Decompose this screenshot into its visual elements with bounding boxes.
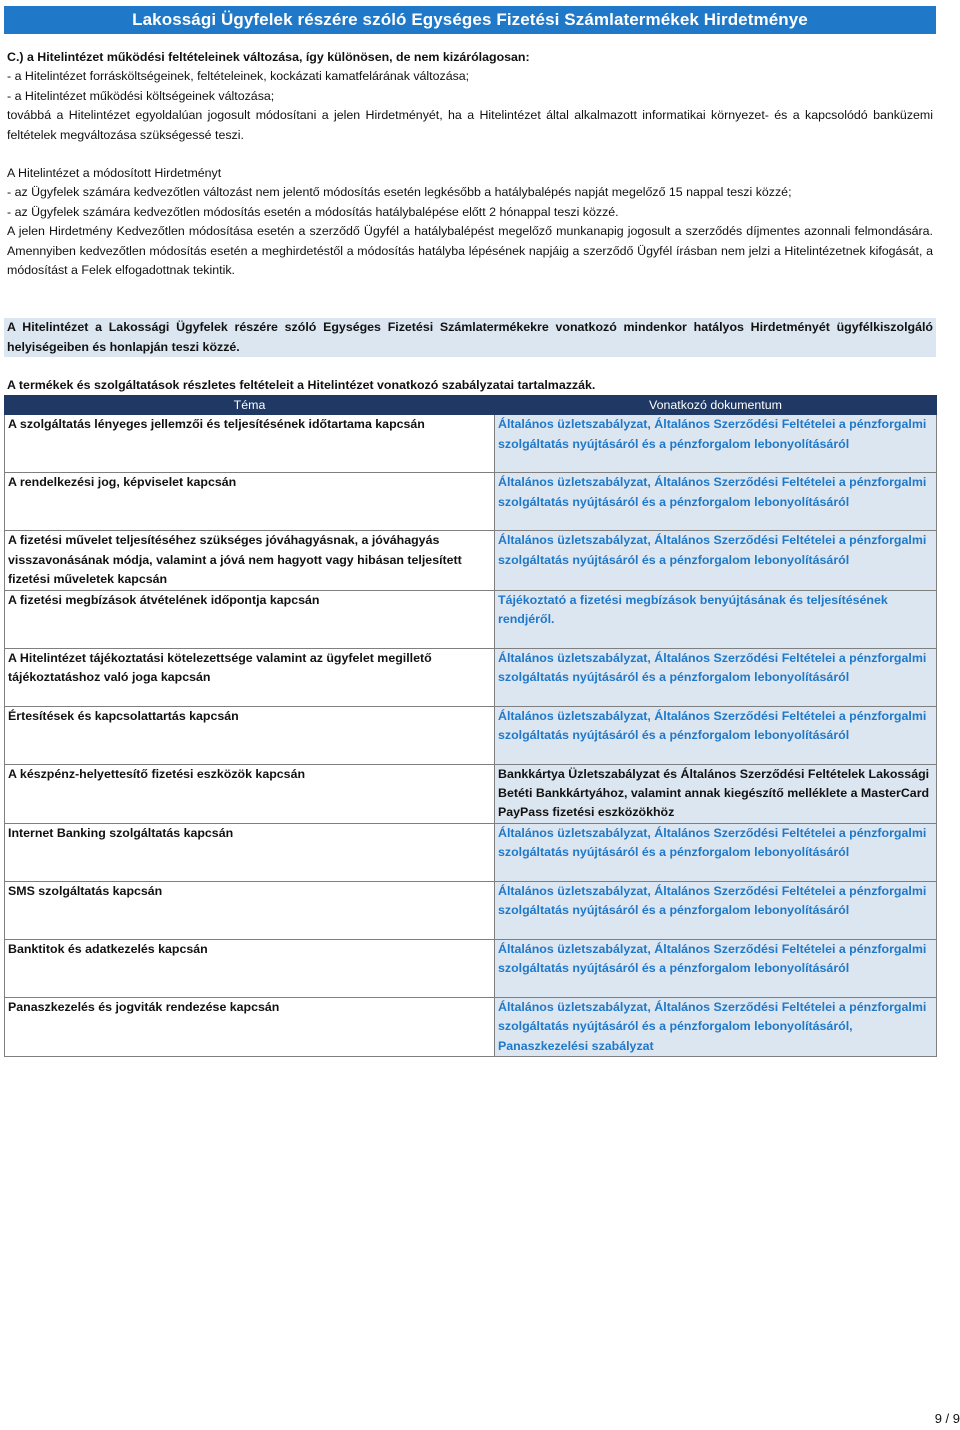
table-row (5, 881, 937, 939)
document-page (4, 6, 936, 1057)
document-cell: Tájékoztató a fizetési megbízások benyújtásának és teljesítésének rendjéről. (495, 590, 937, 648)
document-cell: Általános üzletszabályzat, Általános Szerződési Feltételei a pénzforgalmi szolgáltatás nyújtásáról és a pénzforgalom lebonyolításáról, Panaszkezelési szabályzat (495, 997, 937, 1056)
table-row (5, 590, 937, 648)
topic-cell: A készpénz-helyettesítő fizetési eszközök kapcsán (5, 764, 495, 823)
topic-cell: SMS szolgáltatás kapcsán (5, 881, 495, 939)
table-row (5, 939, 937, 997)
section-c-line: - a Hitelintézet működési költségeinek változása; (7, 88, 275, 103)
modification-line: A jelen Hirdetmény Kedvezőtlen módosítása esetén a szerződő Ügyfél a hatálybalépést megelőző munkanapig jogosult a szerződés díjmentes azonnali felmondására. Amennyiben kedvezőtlen módosítás esetén a meghirdetéstől a módosítás hatályba lépésének napjáig a szerződő Ügyfél írásban nem jelzi a Hitelintézetnek kifogását, a módosítást a Felek elfogadottnak tekintik. (7, 224, 933, 278)
topic-cell: A fizetési művelet teljesítéséhez szükséges jóváhagyásnak, a jóváhagyás visszavonásának módja, valamint a jóvá nem hagyott vagy hibásan teljesített fizetési műveletek kapcsán (5, 531, 495, 590)
column-header-topic: Téma (5, 396, 495, 415)
topic-cell: Internet Banking szolgáltatás kapcsán (5, 823, 495, 881)
document-cell: Általános üzletszabályzat, Általános Szerződési Feltételei a pénzforgalmi szolgáltatás nyújtásáról és a pénzforgalom lebonyolításáról (495, 648, 937, 706)
section-c-line: továbbá a Hitelintézet egyoldalúan jogosult módosítani a jelen Hirdetményét, ha a Hitelintézet által alkalmazott informatikai környezet- és a kapcsolódó banküzemi feltételek megváltozása szükségessé teszi. (7, 108, 933, 142)
section-c-heading: C.) a Hitelintézet működési feltételeinek változása, így különösen, de nem kizárólagosan: (7, 50, 530, 64)
document-cell: Általános üzletszabályzat, Általános Szerződési Feltételei a pénzforgalmi szolgáltatás nyújtásáról és a pénzforgalom lebonyolításáról (495, 881, 937, 939)
document-cell: Általános üzletszabályzat, Általános Szerződési Feltételei a pénzforgalmi szolgáltatás nyújtásáról és a pénzforgalom lebonyolításáról (495, 823, 937, 881)
document-cell: Általános üzletszabályzat, Általános Szerződési Feltételei a pénzforgalmi szolgáltatás nyújtásáról és a pénzforgalom lebonyolításáról (495, 473, 937, 531)
table-row (5, 648, 937, 706)
modification-line: - az Ügyfelek számára kedvezőtlen változást nem jelentő módosítás esetén legkésőbb a hatálybalépés napját megelőző 15 nappal teszi közzé; (7, 185, 792, 200)
topic-cell: A Hitelintézet tájékoztatási kötelezettsége valamint az ügyfelet megillető tájékoztatáshoz való joga kapcsán (5, 648, 495, 706)
page-title: Lakossági Ügyfelek részére szóló Egységes Fizetési Számlatermékek Hirdetménye (4, 6, 936, 34)
document-cell: Általános üzletszabályzat, Általános Szerződési Feltételei a pénzforgalmi szolgáltatás nyújtásáról és a pénzforgalom lebonyolításáról (495, 415, 937, 473)
table-header-row (5, 396, 937, 415)
document-cell: Általános üzletszabályzat, Általános Szerződési Feltételei a pénzforgalmi szolgáltatás nyújtásáról és a pénzforgalom lebonyolításáról (495, 939, 937, 997)
document-cell: Általános üzletszabályzat, Általános Szerződési Feltételei a pénzforgalmi szolgáltatás nyújtásáról és a pénzforgalom lebonyolításáról (495, 706, 937, 764)
section-c (4, 48, 936, 145)
table-row (5, 997, 937, 1056)
document-cell: Bankkártya Üzletszabályzat és Általános Szerződési Feltételek Lakossági Betéti Bankkártyához, valamint annak kiegészítő melléklete a MasterCard PayPass fizetési eszközökhöz (495, 764, 937, 823)
publication-note: A Hitelintézet a Lakossági Ügyfelek részére szóló Egységes Fizetési Számlatermékekre vonatkozó mindenkor hatályos Hirdetményét ügyfélkiszolgáló helyiségeiben és honlapján teszi közzé. (4, 318, 936, 357)
topic-cell: A rendelkezési jog, képviselet kapcsán (5, 473, 495, 531)
documents-table (4, 395, 937, 1057)
table-row (5, 531, 937, 590)
modification-section (4, 164, 936, 280)
table-row (5, 764, 937, 823)
topic-cell: A szolgáltatás lényeges jellemzői és teljesítésének időtartama kapcsán (5, 415, 495, 473)
table-row (5, 415, 937, 473)
topic-cell: Panaszkezelés és jogviták rendezése kapcsán (5, 997, 495, 1056)
table-intro: A termékek és szolgáltatások részletes feltételeit a Hitelintézet vonatkozó szabályzatai tartalmazzák. (7, 378, 596, 393)
page-number: 9 / 9 (934, 1411, 960, 1426)
column-header-document: Vonatkozó dokumentum (495, 396, 937, 415)
modification-line: A Hitelintézet a módosított Hirdetményt (7, 166, 222, 181)
modification-line: - az Ügyfelek számára kedvezőtlen módosítás esetén a módosítás hatálybalépése előtt 2 hónappal teszi közzé. (7, 204, 619, 219)
topic-cell: Banktitok és adatkezelés kapcsán (5, 939, 495, 997)
topic-cell: A fizetési megbízások átvételének időpontja kapcsán (5, 590, 495, 648)
section-c-line: - a Hitelintézet forrásköltségeinek, feltételeinek, kockázati kamatfelárának változása; (7, 69, 470, 84)
table-row (5, 706, 937, 764)
topic-cell: Értesítések és kapcsolattartás kapcsán (5, 706, 495, 764)
table-row (5, 823, 937, 881)
document-cell: Általános üzletszabályzat, Általános Szerződési Feltételei a pénzforgalmi szolgáltatás nyújtásáról és a pénzforgalom lebonyolításáról (495, 531, 937, 590)
table-row (5, 473, 937, 531)
